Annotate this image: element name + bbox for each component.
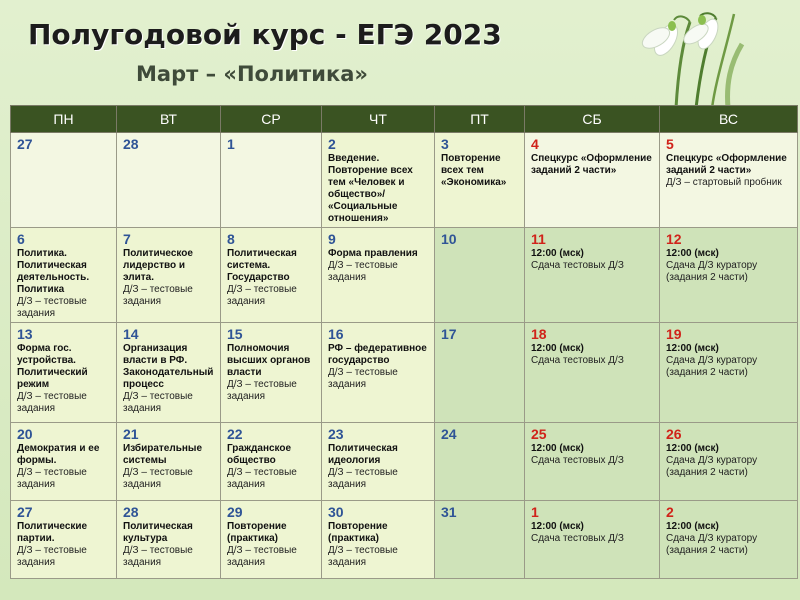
day-number: 24 — [441, 426, 457, 442]
day-cell — [221, 323, 322, 423]
day-cell — [525, 323, 660, 423]
day-number: 26 — [666, 426, 682, 442]
day-number: 4 — [531, 136, 539, 152]
day-cell — [660, 423, 798, 501]
day-number: 1 — [227, 136, 235, 152]
day-cell — [117, 501, 221, 579]
day-number: 23 — [328, 426, 344, 442]
day-number: 31 — [441, 504, 457, 520]
lesson-topic: Повторение (практика) — [328, 521, 388, 544]
calendar-week-row — [11, 133, 798, 228]
day-cell — [660, 228, 798, 323]
lesson-topic: Демократия и ее формы. — [17, 443, 100, 466]
day-number: 29 — [227, 504, 243, 520]
homework-note: Сдача тестовых Д/З — [531, 455, 624, 466]
homework-note: Д/З – тестовые задания — [227, 467, 297, 490]
homework-note: Д/З – тестовые задания — [17, 467, 87, 490]
weekday-fri: ПТ — [435, 106, 525, 133]
day-cell — [435, 133, 525, 228]
day-cell — [435, 501, 525, 579]
deadline-time: 12:00 (мск) — [666, 248, 719, 259]
day-cell — [221, 133, 322, 228]
day-cell — [117, 228, 221, 323]
calendar-week-row — [11, 323, 798, 423]
day-cell — [322, 501, 435, 579]
day-cell — [11, 423, 117, 501]
day-number: 25 — [531, 426, 547, 442]
day-cell — [322, 228, 435, 323]
day-cell — [660, 323, 798, 423]
day-number: 20 — [17, 426, 33, 442]
lesson-topic: Форма гос. устройства. Политический режим — [17, 343, 88, 390]
lesson-topic: РФ – федеративное государство — [328, 343, 427, 366]
day-cell — [435, 228, 525, 323]
day-number: 28 — [123, 136, 139, 152]
deadline-time: 12:00 (мск) — [531, 521, 584, 532]
homework-note: Д/З – тестовые задания — [227, 379, 297, 402]
day-cell — [11, 501, 117, 579]
day-cell — [11, 228, 117, 323]
deadline-time: 12:00 (мск) — [666, 443, 719, 454]
day-number: 12 — [666, 231, 682, 247]
day-number: 6 — [17, 231, 25, 247]
day-cell — [117, 133, 221, 228]
homework-note: Д/З – тестовые задания — [17, 545, 87, 568]
day-number: 2 — [328, 136, 336, 152]
homework-note: Сдача Д/З куратору (задания 2 части) — [666, 355, 758, 378]
deadline-time: 12:00 (мск) — [531, 343, 584, 354]
homework-note: Д/З – тестовые задания — [17, 391, 87, 414]
homework-note: Д/З – тестовые задания — [328, 260, 398, 283]
day-number: 9 — [328, 231, 336, 247]
homework-note: Сдача Д/З куратору (задания 2 части) — [666, 455, 758, 478]
day-number: 13 — [17, 326, 33, 342]
day-number: 8 — [227, 231, 235, 247]
homework-note: Сдача тестовых Д/З — [531, 260, 624, 271]
day-number: 21 — [123, 426, 139, 442]
lesson-topic: Введение. Повторение всех тем «Человек и общество»/ «Социальные отношения» — [328, 153, 413, 224]
day-number: 5 — [666, 136, 674, 152]
weekday-tue: ВТ — [117, 106, 221, 133]
snowdrop-illustration — [616, 4, 746, 108]
homework-note: Д/З – тестовые задания — [123, 545, 193, 568]
lesson-topic: Избирательные системы — [123, 443, 203, 466]
day-cell — [221, 228, 322, 323]
calendar-week-row — [11, 501, 798, 579]
lesson-topic: Спецкурс «Оформление заданий 2 части» — [666, 153, 787, 176]
lesson-topic: Гражданское общество — [227, 443, 292, 466]
lesson-topic: Полномочия высших органов власти — [227, 343, 311, 378]
day-number: 19 — [666, 326, 682, 342]
homework-note: Д/З – тестовые задания — [123, 284, 193, 307]
lesson-topic: Спецкурс «Оформление заданий 2 части» — [531, 153, 652, 176]
homework-note: Д/З – стартовый пробник — [666, 177, 782, 188]
lesson-topic: Политическое лидерство и элита. — [123, 248, 193, 283]
day-cell — [221, 423, 322, 501]
day-cell — [435, 323, 525, 423]
homework-note: Д/З – тестовые задания — [17, 296, 87, 319]
day-number: 17 — [441, 326, 457, 342]
day-number: 7 — [123, 231, 131, 247]
day-cell — [221, 501, 322, 579]
calendar-week-row — [11, 423, 798, 501]
lesson-topic: Повторение (практика) — [227, 521, 287, 544]
deadline-time: 12:00 (мск) — [531, 248, 584, 259]
lesson-topic: Политическая система. Государство — [227, 248, 297, 283]
day-number: 27 — [17, 504, 33, 520]
day-cell — [322, 133, 435, 228]
day-cell — [525, 133, 660, 228]
day-number: 3 — [441, 136, 449, 152]
weekday-header-row — [11, 106, 798, 133]
homework-note: Сдача тестовых Д/З — [531, 533, 624, 544]
lesson-topic: Политическая культура — [123, 521, 193, 544]
weekday-wed: СР — [221, 106, 322, 133]
homework-note: Д/З – тестовые задания — [123, 391, 193, 414]
day-number: 27 — [17, 136, 33, 152]
homework-note: Д/З – тестовые задания — [227, 284, 297, 307]
day-cell — [117, 423, 221, 501]
day-cell — [525, 423, 660, 501]
homework-note: Д/З – тестовые задания — [123, 467, 193, 490]
homework-note: Д/З – тестовые задания — [328, 467, 398, 490]
homework-note: Сдача Д/З куратору (задания 2 части) — [666, 260, 758, 283]
homework-note: Сдача тестовых Д/З — [531, 355, 624, 366]
day-cell — [11, 323, 117, 423]
day-number: 10 — [441, 231, 457, 247]
day-number: 28 — [123, 504, 139, 520]
deadline-time: 12:00 (мск) — [666, 343, 719, 354]
day-number: 30 — [328, 504, 344, 520]
lesson-topic: Повторение всех тем «Экономика» — [441, 153, 507, 188]
lesson-topic: Форма правления — [328, 248, 418, 259]
day-number: 16 — [328, 326, 344, 342]
homework-note: Д/З – тестовые задания — [328, 545, 398, 568]
day-cell — [322, 323, 435, 423]
day-number: 2 — [666, 504, 674, 520]
homework-note: Сдача Д/З куратору (задания 2 части) — [666, 533, 758, 556]
day-cell — [660, 501, 798, 579]
day-cell — [660, 133, 798, 228]
day-cell — [525, 501, 660, 579]
homework-note: Д/З – тестовые задания — [227, 545, 297, 568]
deadline-time: 12:00 (мск) — [666, 521, 719, 532]
day-cell — [435, 423, 525, 501]
homework-note: Д/З – тестовые задания — [328, 367, 398, 390]
day-number: 1 — [531, 504, 539, 520]
lesson-topic: Политика. Политическая деятельность. Политика — [17, 248, 90, 295]
day-number: 15 — [227, 326, 243, 342]
weekday-sun: ВС — [660, 106, 798, 133]
weekday-mon: ПН — [11, 106, 117, 133]
day-cell — [11, 133, 117, 228]
calendar-table — [10, 105, 798, 579]
weekday-thu: ЧТ — [322, 106, 435, 133]
day-cell — [525, 228, 660, 323]
day-number: 11 — [531, 231, 546, 247]
lesson-topic: Политическая идеология — [328, 443, 398, 466]
day-number: 14 — [123, 326, 139, 342]
weekday-sat: СБ — [525, 106, 660, 133]
page-subtitle: Март – «Политика» — [136, 62, 368, 86]
day-number: 18 — [531, 326, 547, 342]
lesson-topic: Политические партии. — [17, 521, 88, 544]
calendar-week-row — [11, 228, 798, 323]
deadline-time: 12:00 (мск) — [531, 443, 584, 454]
page-title: Полугодовой курс - ЕГЭ 2023 — [28, 18, 502, 51]
day-cell — [322, 423, 435, 501]
lesson-topic: Организация власти в РФ. Законодательный процесс — [123, 343, 214, 390]
day-number: 22 — [227, 426, 243, 442]
day-cell — [117, 323, 221, 423]
